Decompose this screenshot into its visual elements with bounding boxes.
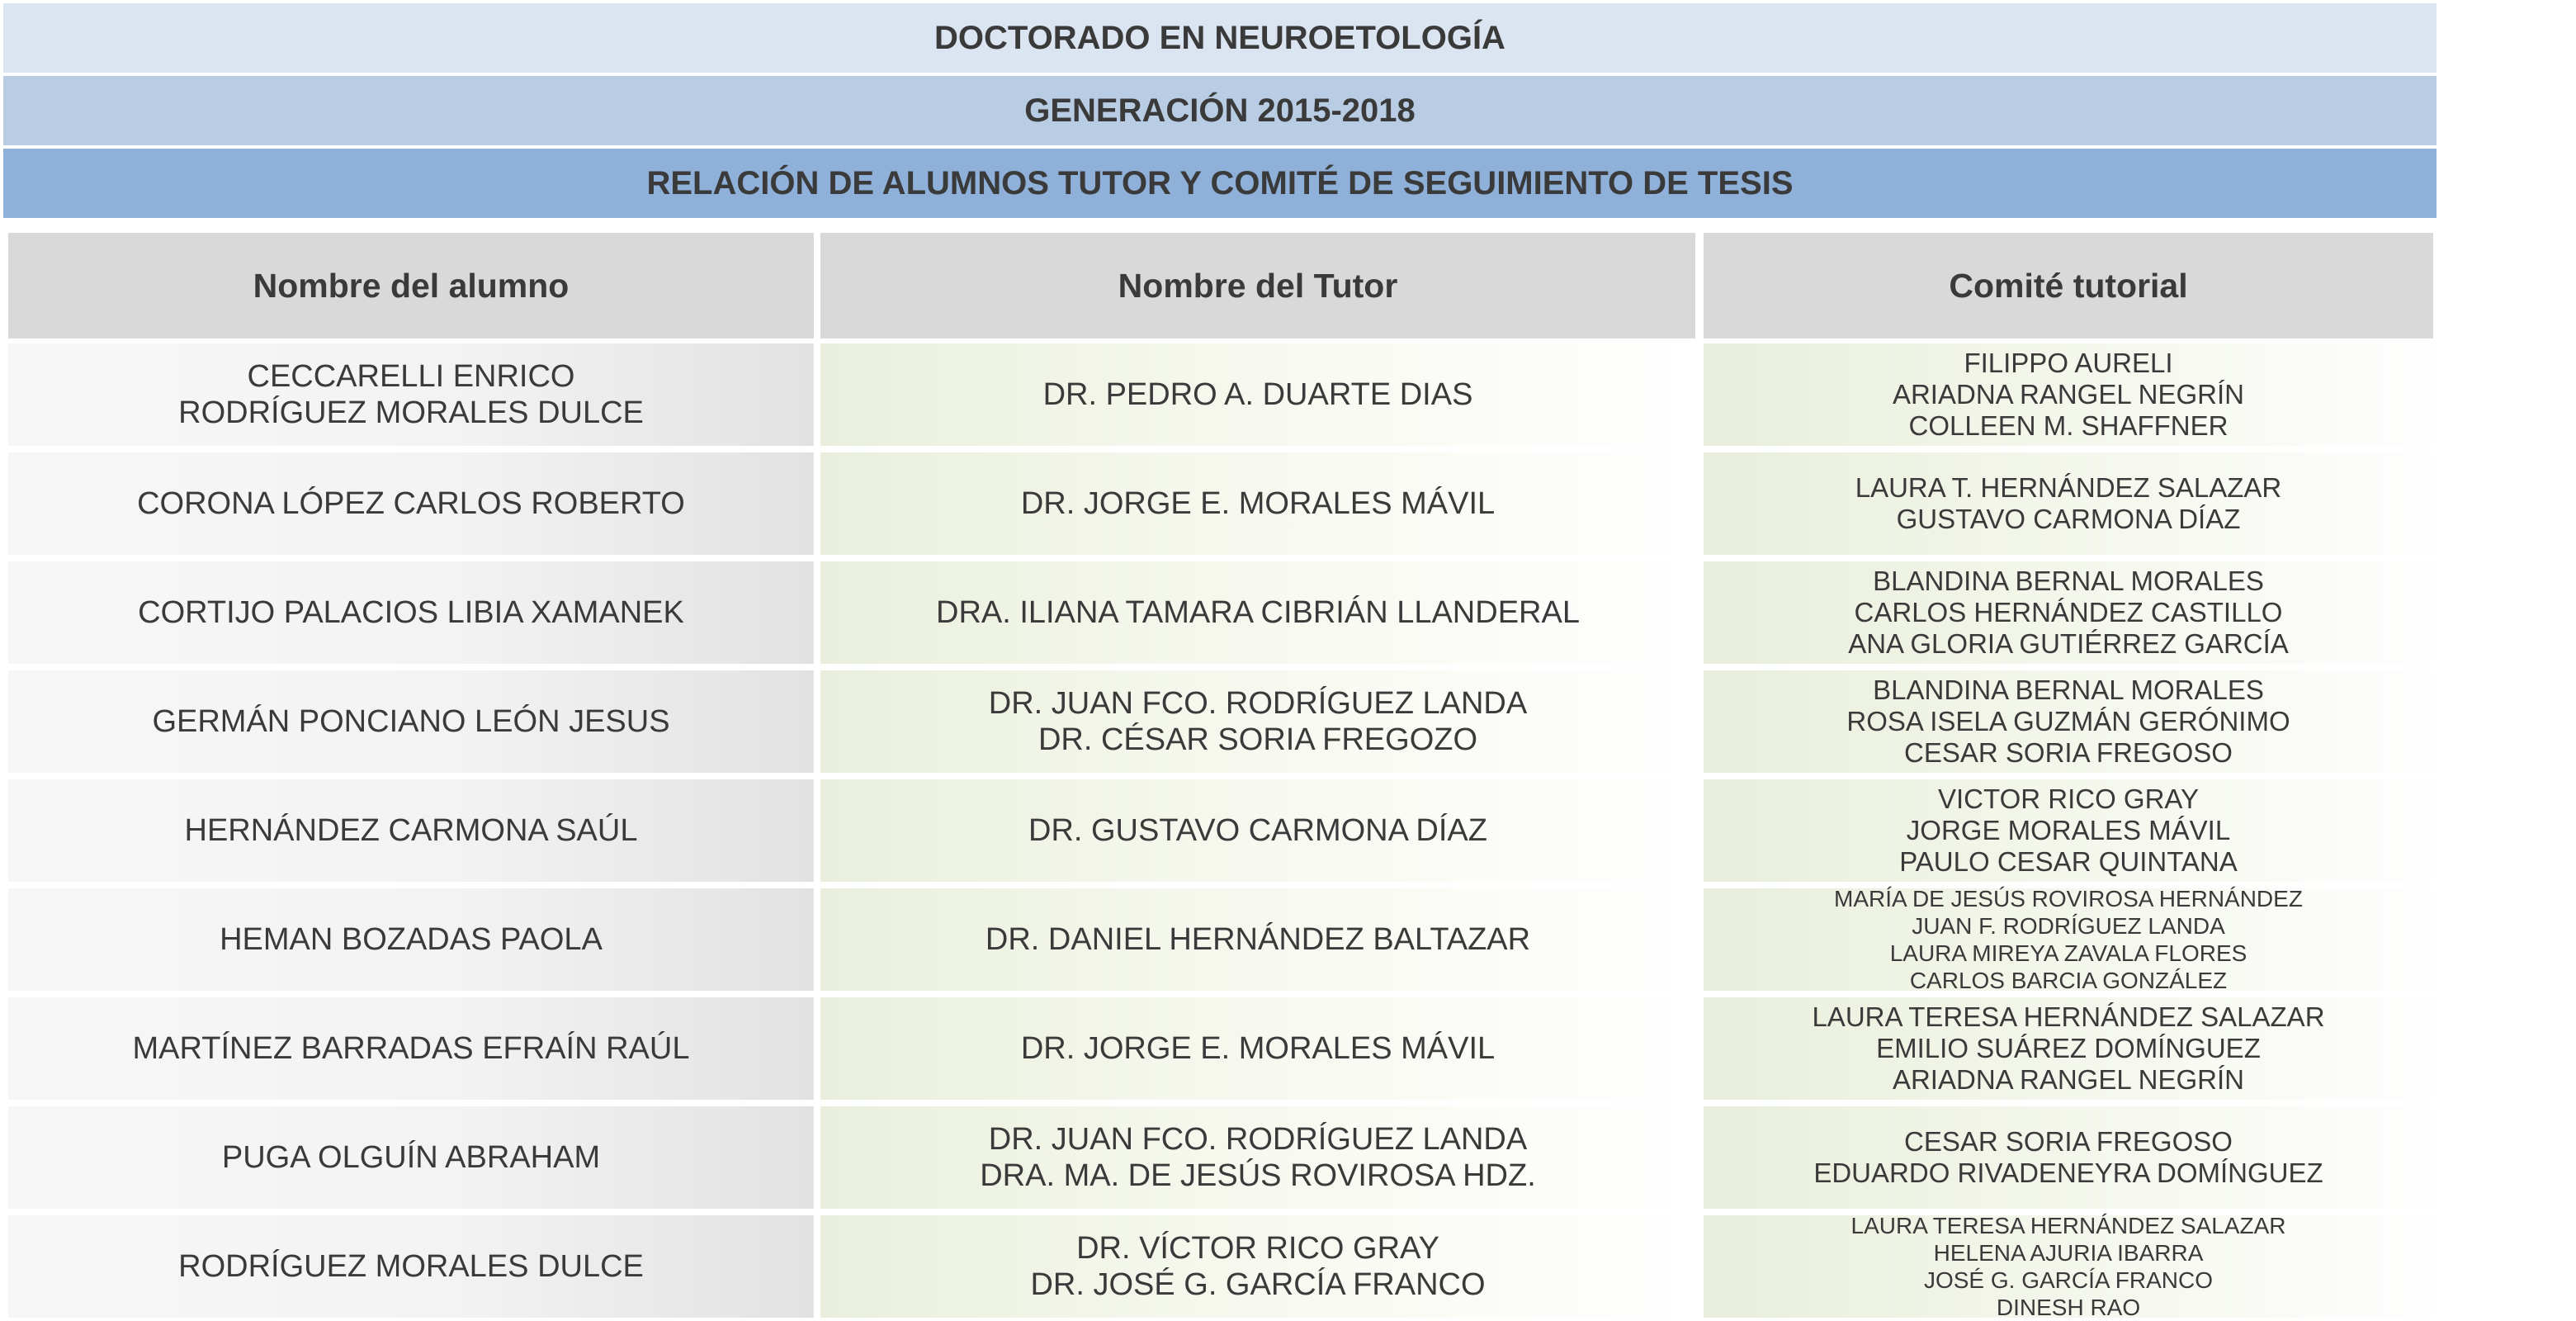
tutor-name-line: DR. VÍCTOR RICO GRAY bbox=[1076, 1231, 1439, 1266]
committee-line: JUAN F. RODRÍGUEZ LANDA bbox=[1912, 913, 2225, 939]
table-row bbox=[0, 449, 2576, 558]
committee-line: PAULO CESAR QUINTANA bbox=[1899, 846, 2238, 877]
committee-line: BLANDINA BERNAL MORALES bbox=[1873, 675, 2264, 705]
tutor-name-line: DR. JUAN FCO. RODRÍGUEZ LANDA bbox=[988, 686, 1528, 721]
student-name-line: PUGA OLGUÍN ABRAHAM bbox=[221, 1140, 601, 1175]
tutor-name-line: DR. GUSTAVO CARMONA DÍAZ bbox=[1028, 813, 1487, 848]
committee-line: JORGE MORALES MÁVIL bbox=[1906, 815, 2231, 845]
student-name-line: RODRÍGUEZ MORALES DULCE bbox=[178, 1249, 644, 1284]
student-name-line: GERMÁN PONCIANO LEÓN JESUS bbox=[152, 704, 670, 739]
committee-line: LAURA T. HERNÁNDEZ SALAZAR bbox=[1855, 472, 2282, 503]
relation-title: RELACIÓN DE ALUMNOS TUTOR Y COMITÉ DE SEGUIMIENTO DE TESIS bbox=[646, 164, 1794, 201]
student-name-cell bbox=[8, 343, 814, 446]
committee-line: LAURA TERESA HERNÁNDEZ SALAZAR bbox=[1812, 1001, 2325, 1032]
table-row bbox=[0, 776, 2576, 885]
committee-cell bbox=[1704, 452, 2433, 555]
committee-line: EMILIO SUÁREZ DOMÍNGUEZ bbox=[1876, 1033, 2261, 1063]
committee-line: ANA GLORIA GUTIÉRREZ GARCÍA bbox=[1848, 628, 2289, 659]
table-row bbox=[0, 558, 2576, 667]
header-tutor: Nombre del Tutor bbox=[820, 233, 1695, 339]
committee-line: DINESH RAO bbox=[1996, 1295, 2141, 1320]
tutor-name-cell bbox=[820, 1106, 1695, 1209]
student-name-line: CORTIJO PALACIOS LIBIA XAMANEK bbox=[138, 595, 684, 630]
tutor-name-cell bbox=[820, 888, 1695, 991]
student-name-line: RODRÍGUEZ MORALES DULCE bbox=[178, 395, 644, 430]
committee-line: COLLEEN M. SHAFFNER bbox=[1908, 410, 2229, 441]
student-table-body bbox=[0, 340, 2576, 1321]
generation-banner bbox=[3, 76, 2437, 145]
tutor-name-cell bbox=[820, 561, 1695, 664]
committee-cell bbox=[1704, 1215, 2433, 1318]
student-name-cell bbox=[8, 670, 814, 773]
tutor-name-line: DR. JUAN FCO. RODRÍGUEZ LANDA bbox=[988, 1122, 1528, 1157]
tutor-name-line: DR. JORGE E. MORALES MÁVIL bbox=[1020, 486, 1496, 521]
committee-cell bbox=[1704, 997, 2433, 1100]
relation-banner bbox=[3, 149, 2437, 218]
committee-line: EDUARDO RIVADENEYRA DOMÍNGUEZ bbox=[1813, 1158, 2323, 1188]
student-name-line: MARTÍNEZ BARRADAS EFRAÍN RAÚL bbox=[132, 1031, 690, 1066]
committee-line: CARLOS BARCIA GONZÁLEZ bbox=[1909, 968, 2228, 993]
committee-line: GUSTAVO CARMONA DÍAZ bbox=[1896, 504, 2241, 534]
table-row bbox=[0, 994, 2576, 1103]
committee-cell bbox=[1704, 343, 2433, 446]
student-name-line: CORONA LÓPEZ CARLOS ROBERTO bbox=[137, 486, 685, 521]
tutor-name-line: DR. CÉSAR SORIA FREGOZO bbox=[1037, 722, 1478, 757]
table-row bbox=[0, 1212, 2576, 1321]
tutor-name-cell bbox=[820, 343, 1695, 446]
tutor-name-cell bbox=[820, 779, 1695, 882]
tutor-name-cell bbox=[820, 670, 1695, 773]
committee-line: ARIADNA RANGEL NEGRÍN bbox=[1892, 1064, 2245, 1095]
committee-line: MARÍA DE JESÚS ROVIROSA HERNÁNDEZ bbox=[1834, 886, 2303, 911]
student-name-cell bbox=[8, 888, 814, 991]
tutor-name-line: DR. JOSÉ G. GARCÍA FRANCO bbox=[1030, 1267, 1486, 1302]
committee-line: ROSA ISELA GUZMÁN GERÓNIMO bbox=[1846, 706, 2290, 736]
tutor-name-line: DRA. ILIANA TAMARA CIBRIÁN LLANDERAL bbox=[936, 595, 1580, 630]
committee-line: LAURA MIREYA ZAVALA FLORES bbox=[1889, 940, 2248, 966]
student-name-cell bbox=[8, 452, 814, 555]
committee-line: CESAR SORIA FREGOSO bbox=[1904, 737, 2233, 768]
table-row bbox=[0, 667, 2576, 776]
tutor-name-line: DRA. MA. DE JESÚS ROVIROSA HDZ. bbox=[980, 1158, 1536, 1193]
committee-line: BLANDINA BERNAL MORALES bbox=[1873, 566, 2264, 596]
committee-line: FILIPPO AURELI bbox=[1964, 348, 2173, 378]
student-name-line: HERNÁNDEZ CARMONA SAÚL bbox=[184, 813, 638, 848]
committee-line: VICTOR RICO GRAY bbox=[1938, 784, 2199, 814]
tutor-name-cell bbox=[820, 452, 1695, 555]
header-alumno: Nombre del alumno bbox=[8, 233, 814, 339]
student-name-cell bbox=[8, 997, 814, 1100]
student-name-cell bbox=[8, 1106, 814, 1209]
student-name-cell bbox=[8, 561, 814, 664]
generation-title: GENERACIÓN 2015-2018 bbox=[1024, 92, 1416, 129]
table-row bbox=[0, 1103, 2576, 1212]
committee-cell bbox=[1704, 670, 2433, 773]
committee-line: CESAR SORIA FREGOSO bbox=[1904, 1126, 2233, 1157]
committee-line: LAURA TERESA HERNÁNDEZ SALAZAR bbox=[1850, 1213, 2286, 1238]
student-name-cell bbox=[8, 1215, 814, 1318]
header-comite: Comité tutorial bbox=[1704, 233, 2433, 339]
table-row bbox=[0, 885, 2576, 994]
student-name-line: HEMAN BOZADAS PAOLA bbox=[220, 922, 603, 957]
committee-line: ARIADNA RANGEL NEGRÍN bbox=[1892, 379, 2245, 410]
committee-cell bbox=[1704, 1106, 2433, 1209]
committee-cell bbox=[1704, 561, 2433, 664]
tutor-name-line: DR. JORGE E. MORALES MÁVIL bbox=[1020, 1031, 1496, 1066]
program-title: DOCTORADO EN NEUROETOLOGÍA bbox=[934, 19, 1505, 56]
committee-line: CARLOS HERNÁNDEZ CASTILLO bbox=[1854, 597, 2283, 627]
committee-line: HELENA AJURIA IBARRA bbox=[1933, 1240, 2204, 1266]
table-row bbox=[0, 340, 2576, 449]
tutor-name-line: DR. PEDRO A. DUARTE DIAS bbox=[1042, 377, 1473, 412]
student-name-line: CECCARELLI ENRICO bbox=[247, 359, 575, 394]
student-name-cell bbox=[8, 779, 814, 882]
committee-line: JOSÉ G. GARCÍA FRANCO bbox=[1923, 1267, 2214, 1293]
tutor-name-cell bbox=[820, 1215, 1695, 1318]
committee-cell bbox=[1704, 779, 2433, 882]
tutor-name-cell bbox=[820, 997, 1695, 1100]
committee-cell bbox=[1704, 888, 2433, 991]
program-title-banner bbox=[3, 3, 2437, 73]
tutor-name-line: DR. DANIEL HERNÁNDEZ BALTAZAR bbox=[985, 922, 1531, 957]
